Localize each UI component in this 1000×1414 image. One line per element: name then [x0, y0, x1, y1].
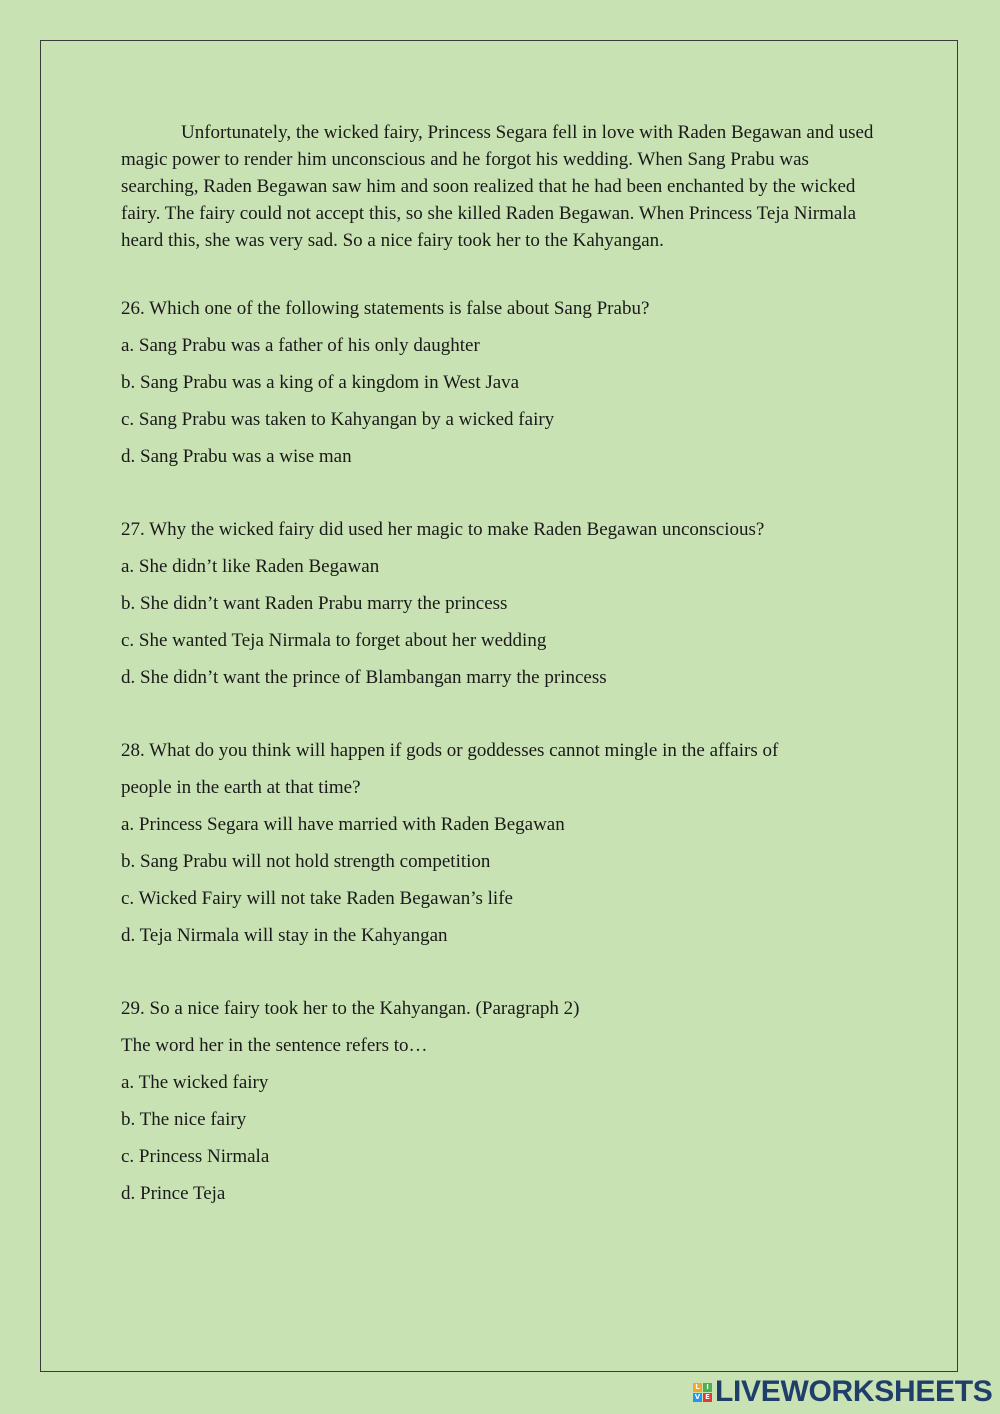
- answer-option-c[interactable]: c. Princess Nirmala: [121, 1146, 270, 1167]
- question-prompt: 29. So a nice fairy took her to the Kahyangan. (Paragraph 2): [121, 998, 580, 1019]
- question-prompt: 27. Why the wicked fairy did used her magic to make Raden Begawan unconscious?: [121, 519, 765, 540]
- logo-letter-l: L: [693, 1383, 702, 1392]
- logo-letter-i: I: [703, 1383, 712, 1392]
- logo-letter-e: E: [703, 1393, 712, 1402]
- answer-option-b[interactable]: b. Sang Prabu was a king of a kingdom in West Java: [121, 372, 520, 393]
- question-prompt: 26. Which one of the following statements is false about Sang Prabu?: [121, 298, 650, 319]
- liveworksheets-logo[interactable]: [693, 1377, 993, 1407]
- answer-option-a[interactable]: a. Sang Prabu was a father of his only daughter: [121, 335, 480, 356]
- question-prompt: 28. What do you think will happen if gods or goddesses cannot mingle in the affairs of: [121, 740, 779, 761]
- answer-option-a[interactable]: a. Princess Segara will have married with Raden Begawan: [121, 814, 565, 835]
- answer-option-a[interactable]: a. She didn’t like Raden Begawan: [121, 556, 380, 577]
- answer-option-d[interactable]: d. Sang Prabu was a wise man: [121, 446, 352, 467]
- question-29: [121, 990, 891, 1212]
- answer-option-d[interactable]: d. Prince Teja: [121, 1183, 226, 1204]
- question-26: [121, 290, 891, 475]
- logo-icon: [693, 1383, 712, 1402]
- logo-letter-v: V: [694, 1392, 701, 1401]
- question-27: [121, 511, 891, 696]
- reading-passage: Unfortunately, the wicked fairy, Princess Segara fell in love with Raden Begawan and used magic power to render him unconscious and he forgot his wedding. When Sang Prabu was searching, Raden Begawan saw him and soon realized that he had been enchanted by the wicked fairy. The fairy could not accept this, so she killed Raden Begawan. When Princess Teja Nirmala heard this, she was very sad. So a nice fairy took her to the Kahyangan.: [121, 122, 874, 251]
- answer-option-c[interactable]: c. Wicked Fairy will not take Raden Begawan’s life: [121, 888, 513, 909]
- answer-option-c[interactable]: c. She wanted Teja Nirmala to forget about her wedding: [121, 630, 547, 651]
- question-prompt-continued: people in the earth at that time?: [121, 777, 361, 798]
- answer-option-b[interactable]: b. She didn’t want Raden Prabu marry the princess: [121, 593, 508, 614]
- answer-option-b[interactable]: b. The nice fairy: [121, 1109, 247, 1130]
- answer-option-c[interactable]: c. Sang Prabu was taken to Kahyangan by a wicked fairy: [121, 409, 555, 430]
- question-28: [121, 732, 891, 954]
- question-prompt-continued: The word her in the sentence refers to…: [121, 1035, 428, 1056]
- answer-option-d[interactable]: d. She didn’t want the prince of Blambangan marry the princess: [121, 667, 607, 688]
- answer-option-b[interactable]: b. Sang Prabu will not hold strength competition: [121, 851, 491, 872]
- brand-name: LIVEWORKSHEETS: [715, 1375, 993, 1408]
- worksheet-content: [121, 119, 891, 1212]
- answer-option-d[interactable]: d. Teja Nirmala will stay in the Kahyangan: [121, 925, 448, 946]
- answer-option-a[interactable]: a. The wicked fairy: [121, 1072, 269, 1093]
